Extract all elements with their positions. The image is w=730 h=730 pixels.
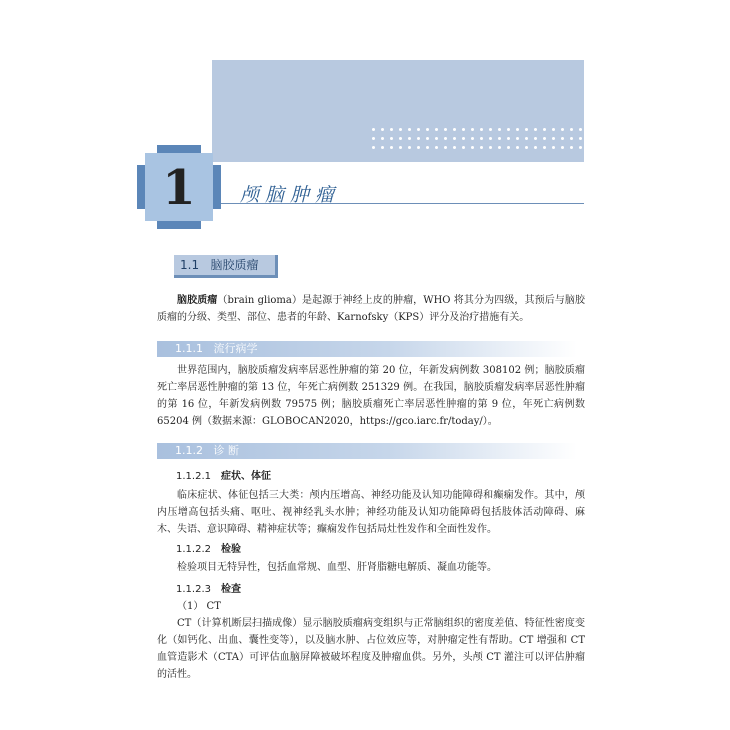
- lab-tests-text: 检验项目无特异性，包括血常规、血型、肝肾脂糖电解质、凝血功能等。: [177, 562, 497, 573]
- decorative-dot: [462, 146, 465, 149]
- decorative-dot: [561, 137, 564, 140]
- decorative-dot: [471, 146, 474, 149]
- heading-examinations: [176, 583, 241, 597]
- decorative-dot: [525, 146, 528, 149]
- ct-text: CT（计算机断层扫描成像）显示脑胶质瘤病变组织与正常脑组织的密度差值、特征性密度变化（如钙化、出血、囊性变等），以及脑水肿、占位效应等，对肿瘤定性有帮助。CT 增强和 CT 血管造影术（CTA）可评估血脑屏障被破坏程度及肿瘤血供。另外，头颅 CT 灌注可以评估肿瘤的活性。: [157, 618, 585, 680]
- decorative-dot: [471, 137, 474, 140]
- decorative-dot: [408, 146, 411, 149]
- decorative-dot: [426, 137, 429, 140]
- decorative-dot-pattern: [368, 126, 584, 158]
- symptoms-paragraph: [157, 487, 585, 538]
- subsection-number: 1.1.2: [175, 444, 203, 457]
- decorative-dot: [498, 137, 501, 140]
- decorative-dot: [489, 128, 492, 131]
- decorative-dot: [471, 128, 474, 131]
- decorative-dot: [516, 146, 519, 149]
- decorative-dot: [507, 146, 510, 149]
- intro-paragraph: [157, 292, 585, 326]
- decorative-dot: [516, 137, 519, 140]
- decorative-dot: [435, 128, 438, 131]
- examinations-item: [157, 598, 585, 615]
- decorative-dot: [453, 137, 456, 140]
- decorative-dot: [444, 137, 447, 140]
- subsection-number: 1.1.1: [175, 342, 203, 355]
- heading-title: 检查: [221, 584, 241, 595]
- subsection-bar-epidemiology: [157, 341, 577, 357]
- heading-symptoms: [176, 470, 271, 484]
- decorative-dot: [381, 128, 384, 131]
- section-heading: [174, 255, 278, 278]
- decorative-dot: [480, 146, 483, 149]
- decorative-dot: [444, 146, 447, 149]
- decorative-dot: [534, 146, 537, 149]
- decorative-dot: [417, 137, 420, 140]
- decorative-dot: [498, 128, 501, 131]
- decorative-dot: [489, 146, 492, 149]
- decorative-dot: [561, 128, 564, 131]
- decorative-dot: [426, 128, 429, 131]
- decorative-dot: [534, 137, 537, 140]
- decorative-dot: [390, 137, 393, 140]
- decorative-dot: [372, 128, 375, 131]
- decorative-dot: [426, 146, 429, 149]
- decorative-dot: [498, 146, 501, 149]
- decorative-dot: [390, 146, 393, 149]
- decorative-dot: [570, 137, 573, 140]
- decorative-dot: [570, 146, 573, 149]
- epidemiology-paragraph: [157, 362, 585, 430]
- decorative-dot: [525, 128, 528, 131]
- decorative-dot: [579, 146, 582, 149]
- decorative-dot: [543, 137, 546, 140]
- decorative-dot: [507, 128, 510, 131]
- heading-title: 症状、体征: [221, 471, 271, 482]
- heading-number: 1.1.2.1: [176, 471, 211, 482]
- ct-paragraph: [157, 615, 585, 683]
- decorative-dot: [390, 128, 393, 131]
- heading-title: 检验: [221, 544, 241, 555]
- heading-number: 1.1.2.2: [176, 544, 211, 555]
- decorative-dot: [408, 128, 411, 131]
- heading-number: 1.1.2.3: [176, 584, 211, 595]
- decorative-dot: [444, 128, 447, 131]
- intro-text: （brain glioma）是起源于神经上皮的肿瘤，WHO 将其分为四级，其预后与脑胶质瘤的分级、类型、部位、患者的年龄、Karnofsky（KPS）评分及治疗措施有关。: [157, 295, 586, 323]
- ct-item-label: （1） CT: [177, 601, 221, 612]
- decorative-dot: [480, 137, 483, 140]
- decorative-dot: [543, 128, 546, 131]
- decorative-dot: [381, 137, 384, 140]
- decorative-dot: [525, 137, 528, 140]
- epidemiology-text: 世界范围内，脑胶质瘤发病率居恶性肿瘤的第 20 位，年新发病例数 308102 例；脑胶质瘤死亡率居恶性肿瘤的第 13 位，年死亡病例数 251329 例。在我国，脑胶质瘤发病率居恶性肿瘤的第 16 位，年新发病例数 79575 例；脑胶质瘤死亡率居恶性肿瘤的第 9 位，年死亡病例数 65204 例（数据来源：GLOBOCAN2020，https://gco.iarc.fr/today/）。: [157, 365, 585, 427]
- decorative-dot: [480, 128, 483, 131]
- decorative-dot: [453, 128, 456, 131]
- decorative-dot: [399, 137, 402, 140]
- chapter-title: 颅脑肿瘤: [240, 184, 341, 206]
- decorative-dot: [372, 146, 375, 149]
- intro-bold-term: 脑胶质瘤: [177, 295, 218, 306]
- decorative-dot: [534, 128, 537, 131]
- decorative-dot: [381, 146, 384, 149]
- decorative-dot: [408, 137, 411, 140]
- decorative-dot: [417, 128, 420, 131]
- decorative-dot: [570, 128, 573, 131]
- decorative-dot: [417, 146, 420, 149]
- decorative-dot: [453, 146, 456, 149]
- lab-tests-paragraph: [157, 559, 585, 576]
- decorative-dot: [462, 137, 465, 140]
- decorative-dot: [561, 146, 564, 149]
- decorative-dot: [435, 146, 438, 149]
- decorative-dot: [399, 146, 402, 149]
- decorative-dot: [507, 137, 510, 140]
- heading-lab-tests: [176, 543, 241, 557]
- symptoms-text: 临床症状、体征包括三大类：颅内压增高、神经功能及认知功能障碍和癫痫发作。其中，颅内压增高包括头痛、呕吐、视神经乳头水肿；神经功能及认知功能障碍包括肢体活动障碍、麻木、失语、意识障碍、精神症状等；癫痫发作包括局灶性发作和全面性发作。: [157, 490, 585, 535]
- section-title: 脑胶质瘤: [210, 258, 259, 272]
- section-number: 1.1: [180, 258, 200, 272]
- decorative-dot: [399, 128, 402, 131]
- decorative-dot: [372, 137, 375, 140]
- decorative-dot: [579, 128, 582, 131]
- decorative-dot: [579, 137, 582, 140]
- decorative-dot: [516, 128, 519, 131]
- decorative-dot: [543, 146, 546, 149]
- chapter-number: 1: [162, 160, 196, 216]
- decorative-dot: [489, 137, 492, 140]
- decorative-dot: [552, 137, 555, 140]
- subsection-title: 诊 断: [213, 444, 239, 457]
- subsection-bar-diagnosis: [157, 443, 577, 459]
- decorative-dot: [462, 128, 465, 131]
- decorative-dot: [552, 146, 555, 149]
- decorative-dot: [435, 137, 438, 140]
- subsection-title: 流行病学: [213, 342, 258, 355]
- decorative-dot: [552, 128, 555, 131]
